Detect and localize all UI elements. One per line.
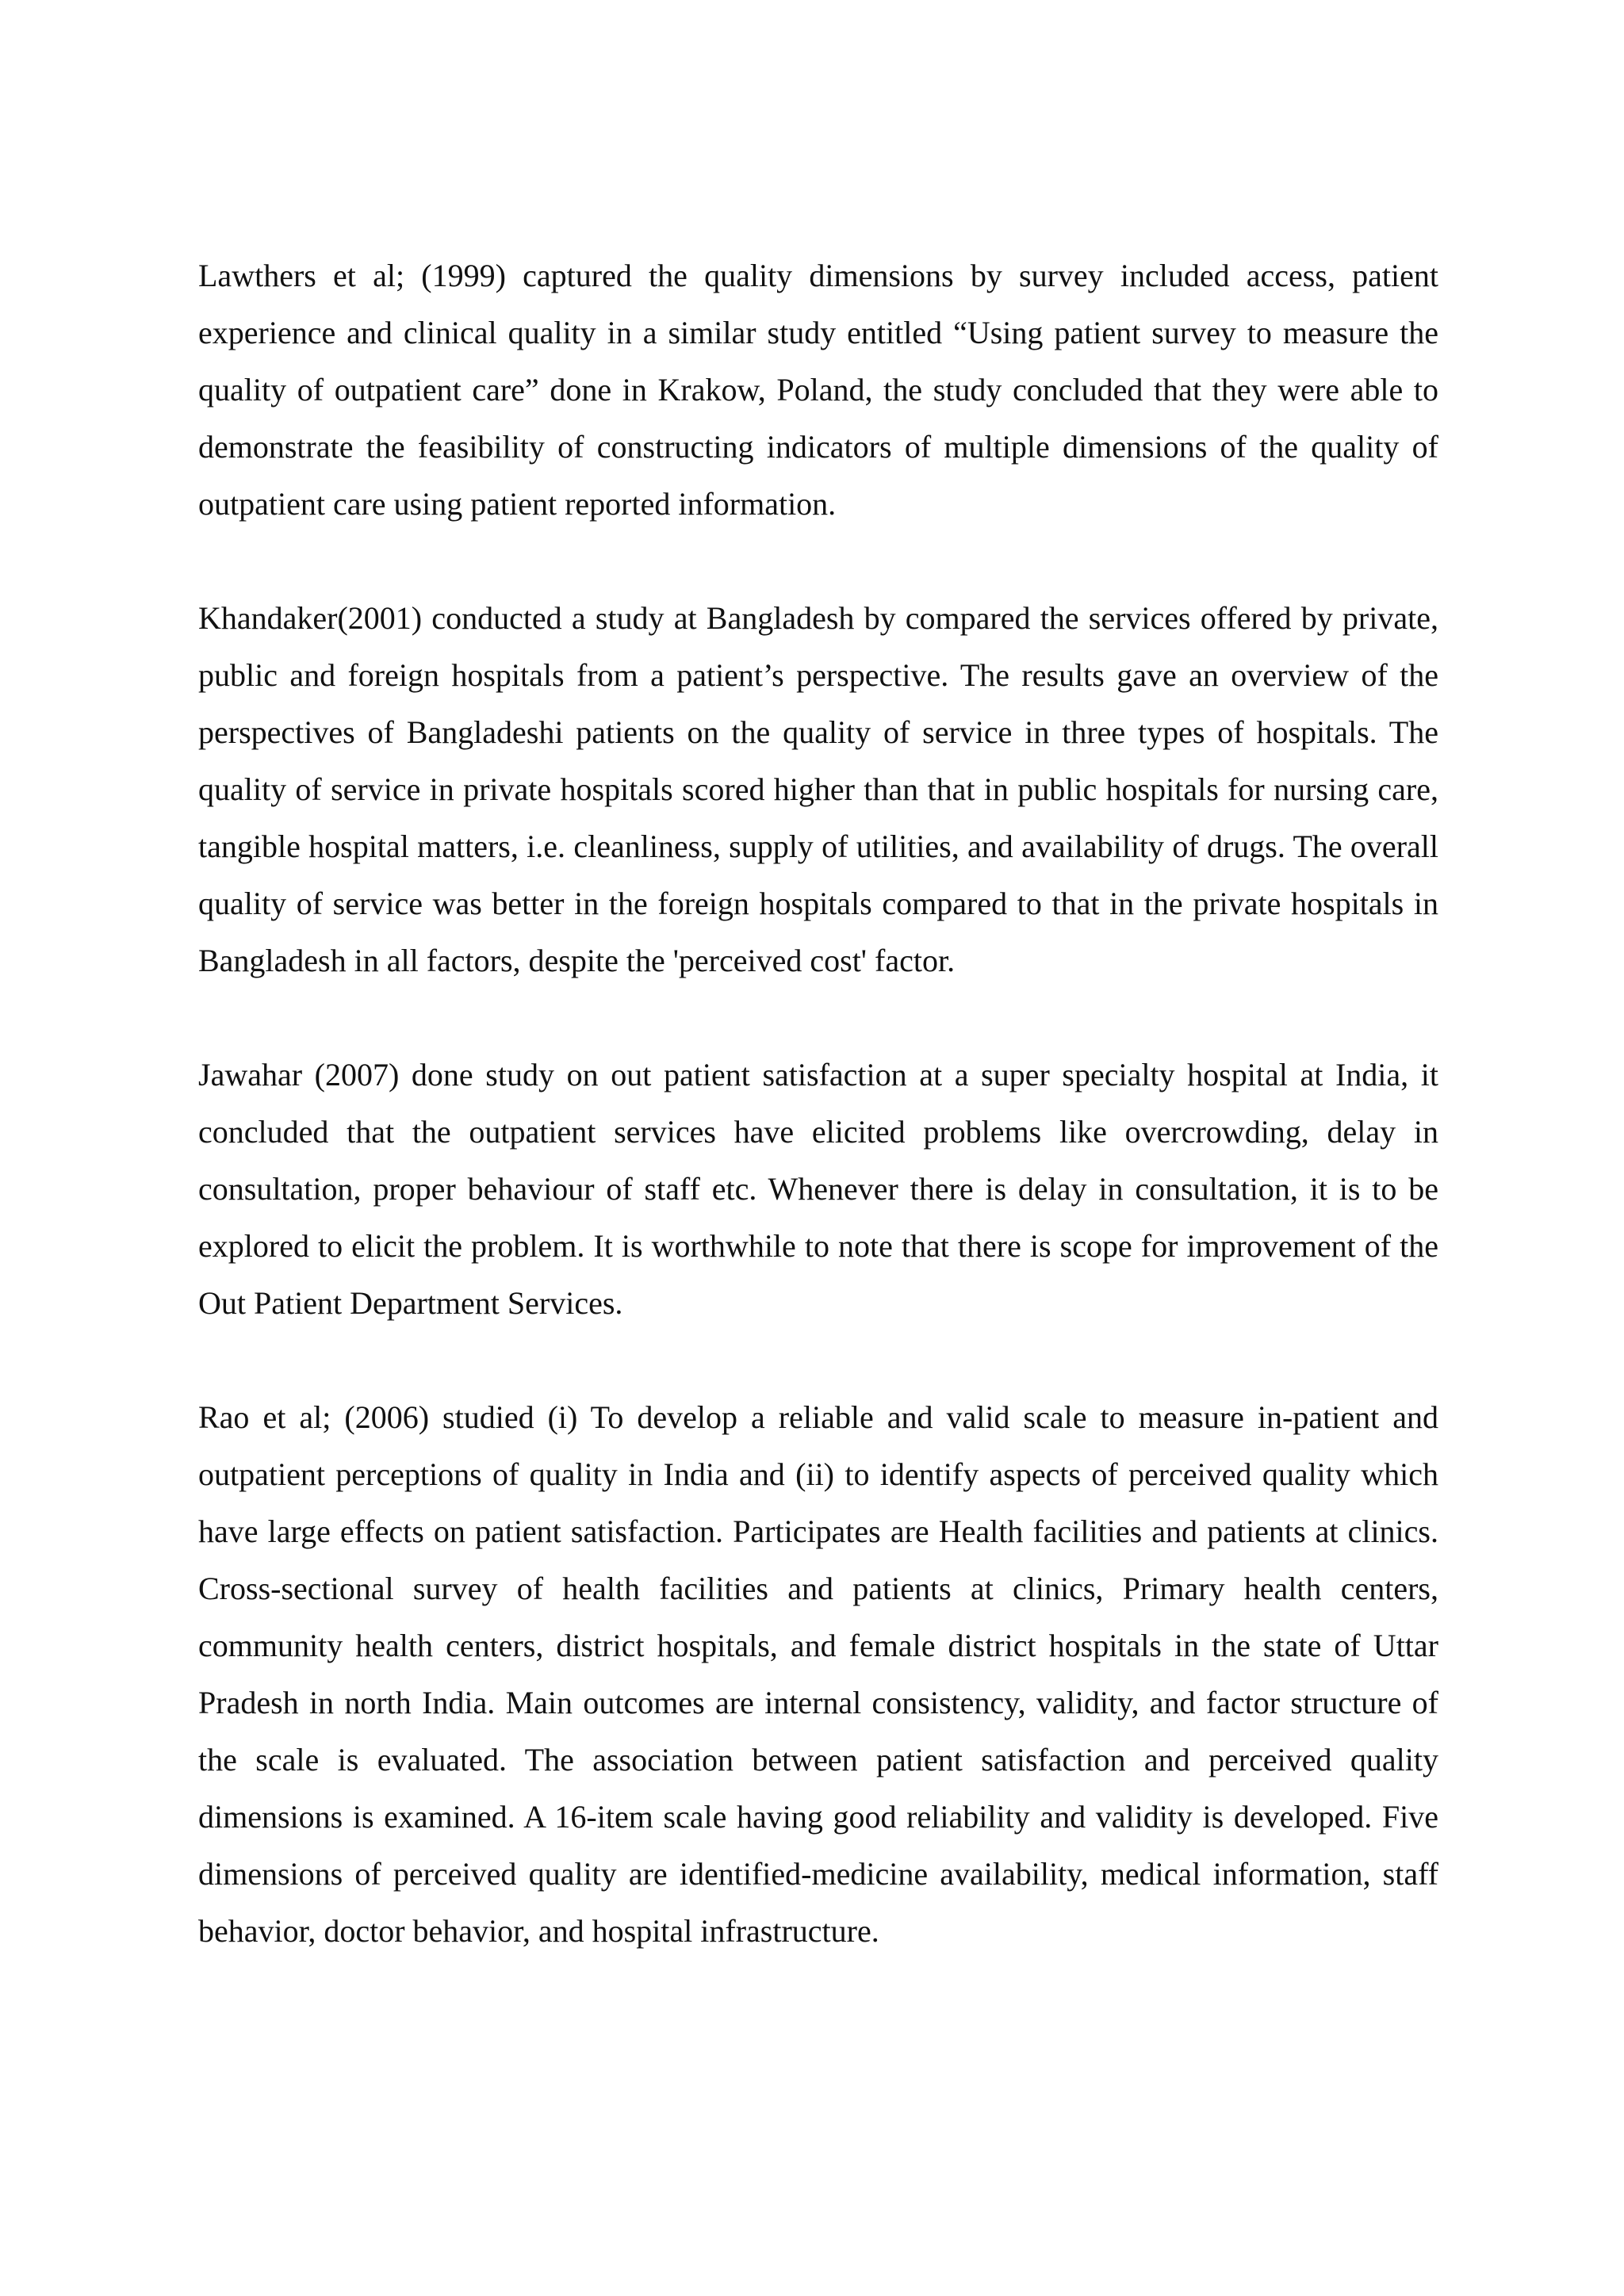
document-body (198, 247, 1438, 2017)
paragraph-jawahar: Jawahar (2007) done study on out patient satisfaction at a super specialty hospital at India, it concluded that the outpatient services have elicited problems like overcrowding, delay in consultation, proper behaviour of staff etc. Whenever there is delay in consultation, it is to be explored to elicit the problem. It is worthwhile to note that there is scope for improvement of the Out Patient Department Services. (198, 1057, 1438, 1321)
paragraph-rao: Rao et al; (2006) studied (i) To develop a reliable and valid scale to measure in-patient and outpatient perceptions of quality in India and (ii) to identify aspects of perceived quality which have large effects on patient satisfaction. Participates are Health facilities and patients at clinics. Cross-sectional survey of health facilities and patients at clinics, Primary health centers, community health centers, district hospitals, and female district hospitals in the state of Uttar Pradesh in north India. Main outcomes are internal consistency, validity, and factor structure of the scale is evaluated. The association between patient satisfaction and perceived quality dimensions is examined. A 16-item scale having good reliability and validity is developed. Five dimensions of perceived quality are identified-medicine availability, medical information, staff behavior, doctor behavior, and hospital infrastructure. (198, 1399, 1438, 1949)
paragraph-lawthers: Lawthers et al; (1999) captured the quality dimensions by survey included access, patient experience and clinical quality in a similar study entitled “Using patient survey to measure the quality of outpatient care” done in Krakow, Poland, the study concluded that they were able to demonstrate the feasibility of constructing indicators of multiple dimensions of the quality of outpatient care using patient reported information. (198, 258, 1438, 522)
paragraph-khandaker: Khandaker(2001) conducted a study at Bangladesh by compared the services offered by private, public and foreign hospitals from a patient’s perspective. The results gave an overview of the perspectives of Bangladeshi patients on the quality of service in three types of hospitals. The quality of service in private hospitals scored higher than that in public hospitals for nursing care, tangible hospital matters, i.e. cleanliness, supply of utilities, and availability of drugs. The overall quality of service was better in the foreign hospitals compared to that in the private hospitals in Bangladesh in all factors, despite the 'perceived cost' factor. (198, 600, 1438, 978)
